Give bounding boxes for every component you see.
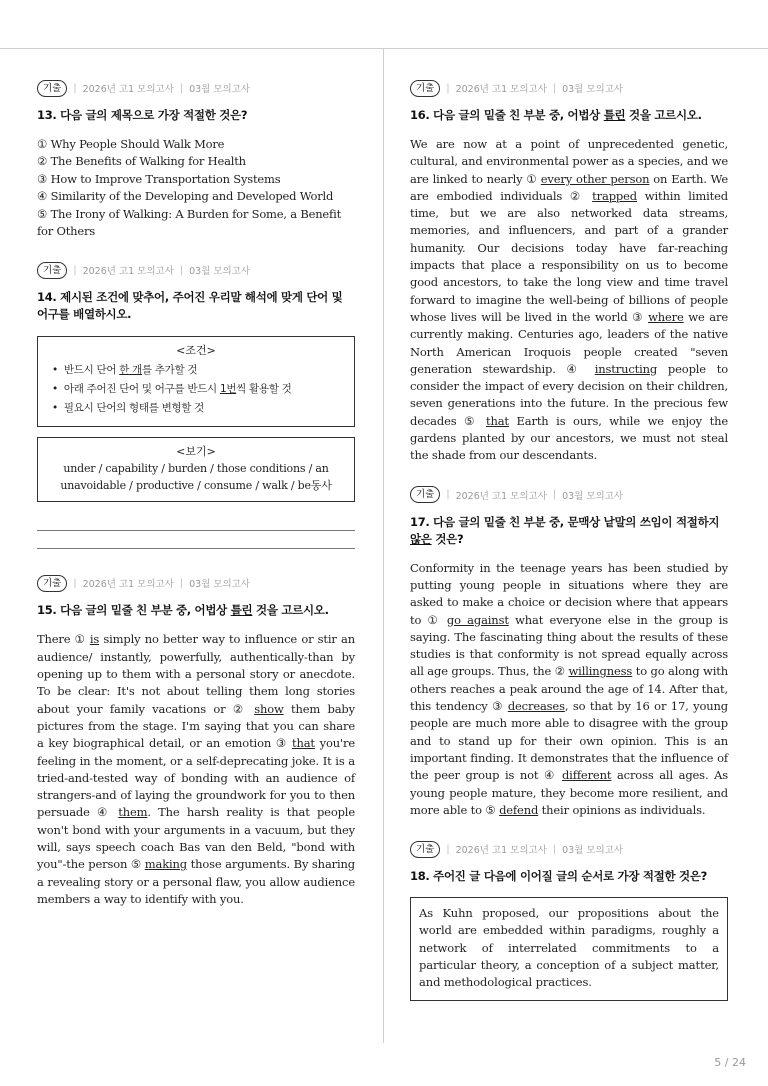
underlined-phrase: willingness xyxy=(568,664,633,679)
exam-month: 03월 모의고사 xyxy=(189,266,251,278)
question-title: 16. 다음 글의 밑줄 친 부분 중, 어법상 틀린 것을 고르시오. xyxy=(410,108,702,122)
question-16 xyxy=(410,80,728,465)
passage-text: across all ages. As young people mature, they become more resilient, and more able to ⑤ xyxy=(410,768,728,817)
header-rule xyxy=(0,48,768,49)
underlined-phrase: that xyxy=(291,736,315,751)
exam-month: 03월 모의고사 xyxy=(189,84,251,95)
passage-text: , so that by 16 or 17, young people are much more able to disagree with the group and to stand up for their own opinion. This is an important finding. It demonstrates that the influence of the peer group is not ④ xyxy=(410,699,728,783)
underlined-phrase: them xyxy=(118,805,148,820)
question-meta: 기출 | 2026년 고1 모의고사 | 03월 모의고사 xyxy=(37,80,355,96)
passage-text: There ① xyxy=(37,632,90,647)
passage-text: . The harsh reality is that people won't bond with your arguments in a vacuum, but they will, says speech coach Bas van den Beld, "bond with you"-the person ⑤ xyxy=(37,805,355,872)
underlined-phrase: every other person xyxy=(540,171,650,186)
question-15 xyxy=(37,575,355,908)
condition-item: • 필요시 단어의 형태를 변형할 것 xyxy=(52,399,344,418)
passage-text: their opinions as individuals. xyxy=(538,802,706,817)
underlined-phrase: go against xyxy=(446,612,509,627)
passage-text: to go along with others reaches a peak around the age of 14. After that, this tendency ③ xyxy=(410,664,728,714)
passage-text: simply no better way to influence or stir an audience/ instantly, powerfully, authentically-than by opening up to them with a personal story or anecdote. To be clear: It's not about telling them long stories about your family vacations or ② xyxy=(37,632,355,716)
word-bank: under / capability / burden / those conditions / an unavoidable / productive / consume / walk / be동사 xyxy=(60,462,332,493)
condition-item: • 아래 주어진 단어 및 어구를 반드시 1번씩 활용할 것 xyxy=(52,380,344,399)
question-title: 14. 제시된 조건에 맞추어, 주어진 우리말 해석에 맞게 단어 및 어구를 배열하시오. xyxy=(37,290,343,322)
exam-year: 2026년 고1 모의고사 xyxy=(82,266,174,278)
gichul-badge: 기출 xyxy=(37,575,67,592)
exam-month: 03월 모의고사 xyxy=(189,579,251,591)
underlined-phrase: instructing xyxy=(594,361,658,376)
gichul-badge: 기출 xyxy=(410,80,440,97)
passage-text: them baby pictures from the stage. I'm saying that you can share a key biographical detail, or an emotion ③ xyxy=(37,701,355,751)
gichul-badge: 기출 xyxy=(37,80,67,97)
question-17 xyxy=(410,487,728,819)
option[interactable]: ① Why People Should Walk More xyxy=(37,137,225,151)
passage-text: we are currently making. Centuries ago, leaders of the native North American Iroquois people created "seven generation stewardship. ④ xyxy=(410,309,728,376)
passage-text: what everyone else in the group is saying. The fascinating thing about the results of these studies is that conformity is not spread equally across all age groups. Thus, the ② xyxy=(410,612,729,679)
word-bank-title: <보기> xyxy=(176,445,216,459)
answer-line[interactable] xyxy=(37,548,355,549)
passage-text: those arguments. By sharing a revealing story or a personal flaw, you allow audience members a way to identify with you. xyxy=(37,857,355,906)
underlined-phrase: show xyxy=(254,701,284,716)
option[interactable]: ③ How to Improve Transportation Systems xyxy=(37,171,281,186)
underlined-phrase: decreases xyxy=(507,699,565,714)
options-list xyxy=(37,136,355,240)
exam-year: 2026년 고1 모의고사 xyxy=(82,579,174,591)
underlined-phrase: that xyxy=(486,413,509,428)
question-meta: 기출 | 2026년 고1 모의고사 | 03월 모의고사 xyxy=(37,262,355,278)
passage-text: people to consider the impact of every decision on their children, seven generations into the future. In the precious few decades ⑤ xyxy=(410,361,728,428)
passage-text: on Earth. We are embodied individuals ② xyxy=(410,171,728,203)
column-divider xyxy=(383,48,384,1043)
exam-year: 2026년 고1 모의고사 xyxy=(455,84,547,95)
underlined-phrase: is xyxy=(89,632,100,647)
exam-year: 2026년 고1 모의고사 xyxy=(82,84,174,95)
page-number: 5 / 24 xyxy=(714,1056,746,1069)
question-title: 17. 다음 글의 밑줄 친 부분 중, 문맥상 낱말의 쓰임이 적절하지 않은 것은? xyxy=(410,514,720,546)
underlined-phrase: trapped xyxy=(592,188,637,203)
underlined-phrase: different xyxy=(561,768,612,783)
question-13 xyxy=(37,80,355,240)
passage-text: within limited time, but we are also networked data streams, memories, and influencers, and part of a grander humanity. Our decisions today have far-reaching impacts that place a responsibility on us to become good ancestors, to take the long view and time travel forward to imagine the well-being of billions of people whose lives will be lived in the world ③ xyxy=(410,188,728,324)
passage-text: you're feeling in the moment, or a self-deprecating joke. It is a tried-and-tested way of bonding with an audience of strangers-and of laying the groundwork for you to then persuade ④ xyxy=(37,736,355,820)
exam-month: 03월 모의고사 xyxy=(562,845,624,857)
gichul-badge: 기출 xyxy=(410,486,440,503)
passage xyxy=(410,560,728,819)
gichul-badge: 기출 xyxy=(37,262,67,279)
exam-year: 2026년 고1 모의고사 xyxy=(455,845,547,857)
passage xyxy=(37,631,355,908)
given-passage-box: As Kuhn proposed, our propositions about the world are embedded within paradigms, roughly a network of interrelated commitments to a particular theory, a conception of a subject matter, and methodological practices. xyxy=(410,897,728,1000)
option[interactable]: ② The Benefits of Walking for Health xyxy=(37,154,246,169)
exam-year: 2026년 고1 모의고사 xyxy=(455,490,547,502)
question-title: 18. 주어진 글 다음에 이어질 글의 순서로 가장 적절한 것은? xyxy=(410,869,707,884)
underlined-phrase: defend xyxy=(499,802,539,817)
right-column xyxy=(410,80,728,1001)
word-bank-box xyxy=(37,437,355,502)
question-title: 15. 다음 글의 밑줄 친 부분 중, 어법상 틀린 것을 고르시오. xyxy=(37,603,329,618)
question-meta: 기출 | 2026년 고1 모의고사 | 03월 모의고사 xyxy=(410,487,728,503)
condition-item: • 반드시 단어 한 개를 추가할 것 xyxy=(52,361,344,380)
gichul-badge: 기출 xyxy=(410,841,440,858)
question-title: 13. 다음 글의 제목으로 가장 적절한 것은? xyxy=(37,108,248,122)
answer-line[interactable] xyxy=(37,530,355,531)
question-14 xyxy=(37,262,355,549)
passage-text: We are now at a point of unprecedented genetic, cultural, and environmental power as a species, and we are linked to nearly ① xyxy=(410,137,728,186)
option[interactable]: ④ Similarity of the Developing and Developed World xyxy=(37,189,334,204)
option[interactable]: ⑤ The Irony of Walking: A Burden for Some, a Benefit for Others xyxy=(37,206,341,239)
conditions-title: <조건> xyxy=(176,344,216,358)
passage-text: Conformity in the teenage years has been studied by putting young people in situations where they are asked to make a choice or decision where that appears to ① xyxy=(410,560,728,627)
exam-month: 03월 모의고사 xyxy=(562,490,624,502)
passage-text: Earth is ours, while we enjoy the gardens planted by our ancestors, we must not steal the shade from our descendants. xyxy=(410,413,729,463)
underlined-phrase: where xyxy=(648,309,684,324)
passage xyxy=(410,136,728,465)
question-meta: 기출 | 2026년 고1 모의고사 | 03월 모의고사 xyxy=(410,80,728,96)
question-meta: 기출 | 2026년 고1 모의고사 | 03월 모의고사 xyxy=(410,841,728,857)
question-meta: 기출 | 2026년 고1 모의고사 | 03월 모의고사 xyxy=(37,575,355,591)
conditions-box xyxy=(37,336,355,427)
left-column xyxy=(37,80,355,908)
question-18 xyxy=(410,841,728,1000)
underlined-phrase: making xyxy=(144,857,188,872)
exam-month: 03월 모의고사 xyxy=(562,84,624,95)
